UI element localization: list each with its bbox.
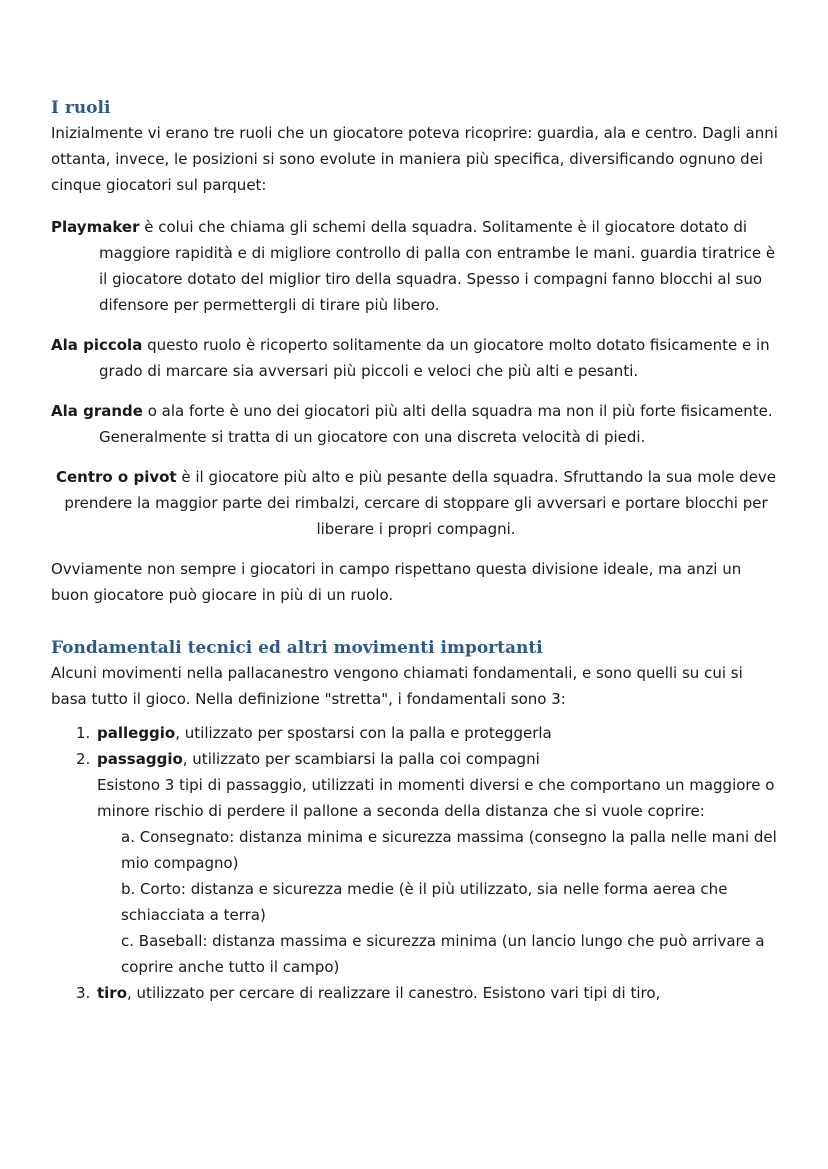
list-text: , utilizzato per cercare di realizzare il canestro. Esistono vari tipi di tiro, [127, 984, 661, 1002]
list-item [51, 720, 781, 746]
passaggio-type: c. Baseball: distanza massima e sicurezza minima (un lancio lungo che può arrivare a coprire anche tutto il campo) [121, 932, 765, 976]
section-heading-fondamentali: Fondamentali tecnici ed altri movimenti importanti [51, 638, 543, 658]
section-fondamentali [51, 636, 781, 1006]
passaggio-types-list [97, 824, 781, 980]
role-ala-grande [51, 398, 781, 450]
role-ala-piccola [51, 332, 781, 384]
role-description: è colui che chiama gli schemi della squadra. Solitamente è il giocatore dotato di maggiore rapidità e di migliore controllo di palla con entrambe le mani. guardia tiratrice è il giocatore dotato del miglior tiro della squadra. Spesso i compagni fanno blocchi al suo difensore per permettergli di tirare più libero. [99, 218, 776, 314]
section-heading-ruoli: I ruoli [51, 98, 111, 118]
role-description: è il giocatore più alto e più pesante della squadra. Sfruttando la sua mole deve prendere la maggior parte dei rimbalzi, cercare di stoppare gli avversari e portare blocchi per liberare i propri compagni. [64, 468, 777, 538]
passaggio-type: b. Corto: distanza e sicurezza medie (è il più utilizzato, sia nelle forma aerea che schiacciata a terra) [121, 880, 728, 924]
role-term: Ala piccola [51, 336, 143, 354]
role-term: Ala grande [51, 402, 143, 420]
list-text: , utilizzato per scambiarsi la palla coi compagni [182, 750, 540, 768]
list-text: , utilizzato per spostarsi con la palla e proteggerla [175, 724, 552, 742]
role-term: Playmaker [51, 218, 140, 236]
fondamentali-list [51, 720, 781, 1006]
fondamentali-intro-paragraph: Alcuni movimenti nella pallacanestro vengono chiamati fondamentali, e sono quelli su cui si basa tutto il gioco. Nella definizione "stretta", i fondamentali sono 3: [51, 664, 743, 708]
role-description: questo ruolo è ricoperto solitamente da un giocatore molto dotato fisicamente e in grado di marcare sia avversari più piccoli e veloci che più alti e pesanti. [99, 336, 770, 380]
role-description: o ala forte è uno dei giocatori più alti della squadra ma non il più forte fisicamente. Generalmente si tratta di un giocatore con una discreta velocità di piedi. [99, 402, 773, 446]
role-centro-pivot [51, 464, 781, 542]
list-term: tiro [97, 984, 128, 1002]
passaggio-type: a. Consegnato: distanza minima e sicurezza massima (consegno la palla nelle mani del mio compagno) [121, 828, 777, 872]
passaggio-detail: Esistono 3 tipi di passaggio, utilizzati in momenti diversi e che comportano un maggiore o minore rischio di perdere il pallone a seconda della distanza che si vuole coprire: [97, 776, 775, 820]
list-number: 2. [76, 750, 91, 768]
roles-closing-paragraph: Ovviamente non sempre i giocatori in campo rispettano questa divisione ideale, ma anzi un buon giocatore può giocare in più di un ruolo. [51, 560, 742, 604]
list-number: 3. [76, 984, 91, 1002]
list-number: 1. [76, 724, 91, 742]
role-playmaker [51, 214, 781, 318]
roles-intro-paragraph: Inizialmente vi erano tre ruoli che un giocatore poteva ricoprire: guardia, ala e centro. Dagli anni ottanta, invece, le posizioni si sono evolute in maniera più specifica, diversificando ognuno dei cinque giocatori sul parquet: [51, 124, 778, 194]
list-term: passaggio [97, 750, 183, 768]
list-term: palleggio [97, 724, 176, 742]
document-page [51, 96, 781, 1006]
role-term: Centro o pivot [55, 468, 177, 486]
list-item [51, 746, 781, 980]
list-item [51, 980, 781, 1006]
